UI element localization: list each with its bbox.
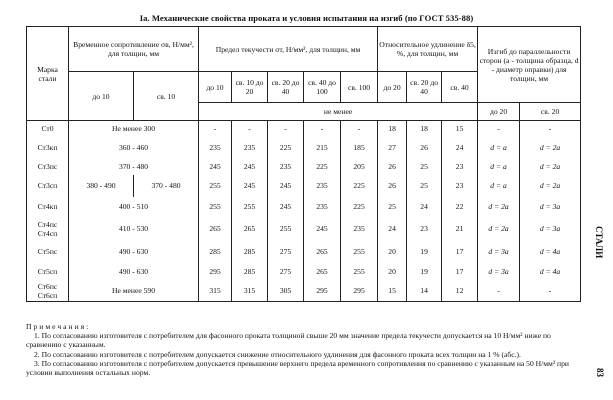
header-elong-sub: св. 40 — [442, 72, 478, 103]
yield-cell: 295 — [341, 281, 378, 302]
yield-cell: 285 — [232, 262, 268, 281]
header-yield: Предел текучести σт, Н/мм², для толщин, мм — [199, 27, 378, 72]
grade-cell: Ст4кп — [27, 197, 69, 217]
elongation-cell: 26 — [407, 137, 442, 159]
notes-heading: Примечания: — [26, 322, 91, 331]
header-bend-sub: св. 20 — [520, 103, 581, 121]
header-elong-sub: св. 20 до 40 — [407, 72, 442, 103]
yield-cell: 255 — [341, 262, 378, 281]
elongation-cell: 25 — [407, 159, 442, 175]
tensile-cell: 490 - 630 — [69, 241, 199, 262]
header-not-less: не менее — [199, 103, 478, 121]
tensile-cell: 370 - 480 — [69, 159, 199, 175]
table-row — [27, 121, 581, 137]
grade-cell: Ст5пс — [27, 241, 69, 262]
elongation-cell: 17 — [442, 262, 478, 281]
yield-cell: - — [232, 121, 268, 137]
bend-cell: d = a — [478, 175, 520, 197]
header-tensile-sub: св. 10 — [134, 72, 199, 121]
yield-cell: 265 — [304, 241, 341, 262]
header-yield-sub: св. 10 до 20 — [232, 72, 268, 103]
tensile-cell: 400 - 510 — [69, 197, 199, 217]
yield-cell: 235 — [232, 137, 268, 159]
tensile-cell: Не менее 590 — [69, 281, 199, 302]
yield-cell: - — [341, 121, 378, 137]
elongation-cell: 24 — [378, 217, 407, 241]
yield-cell: 285 — [199, 241, 232, 262]
header-tensile-sub: до 10 — [69, 72, 134, 121]
elongation-cell: 24 — [407, 197, 442, 217]
yield-cell: 235 — [341, 217, 378, 241]
grade-cell: Ст3сп — [27, 175, 69, 197]
bend-cell: d = 4a — [520, 241, 581, 262]
tensile-cell: 370 - 480 — [134, 175, 199, 197]
yield-cell: 255 — [199, 175, 232, 197]
bend-cell: d = a — [478, 137, 520, 159]
yield-cell: 265 — [304, 262, 341, 281]
yield-cell: 285 — [232, 241, 268, 262]
tensile-cell: 360 - 460 — [69, 137, 199, 159]
elongation-cell: 27 — [378, 137, 407, 159]
grade-cell: Ст6пс Ст6сп — [27, 281, 69, 302]
bend-cell: d = 2a — [520, 137, 581, 159]
elongation-cell: 19 — [407, 241, 442, 262]
yield-cell: 245 — [268, 197, 304, 217]
yield-cell: 205 — [341, 159, 378, 175]
elongation-cell: 15 — [442, 121, 478, 137]
tensile-cell: 490 - 630 — [69, 262, 199, 281]
yield-cell: 245 — [232, 159, 268, 175]
yield-cell: 265 — [232, 217, 268, 241]
yield-cell: 315 — [232, 281, 268, 302]
notes — [26, 322, 586, 377]
bend-cell: d = 2a — [478, 217, 520, 241]
bend-cell: d = 3a — [478, 241, 520, 262]
yield-cell: 255 — [341, 241, 378, 262]
yield-cell: 315 — [199, 281, 232, 302]
yield-cell: 265 — [199, 217, 232, 241]
tensile-cell: Не менее 300 — [69, 121, 199, 137]
grade-cell: Ст0 — [27, 121, 69, 137]
header-yield-sub: св. 20 до 40 — [268, 72, 304, 103]
bend-cell: - — [478, 281, 520, 302]
table-row — [27, 137, 581, 159]
note-item: 3. По согласованию изготовителя с потребителем допускается превышение верхнего предела временного сопротивления по сравнению с указанным на 50 Н/мм² при условии выполнения остальных норм. — [26, 358, 569, 378]
yield-cell: 235 — [268, 159, 304, 175]
yield-cell: 245 — [268, 175, 304, 197]
bend-cell: d = 2a — [520, 175, 581, 197]
yield-cell: - — [268, 121, 304, 137]
yield-cell: 245 — [199, 159, 232, 175]
yield-cell: 255 — [232, 197, 268, 217]
table-row — [27, 159, 581, 175]
yield-cell: 245 — [232, 175, 268, 197]
table-row — [27, 262, 581, 281]
elongation-cell: 25 — [378, 197, 407, 217]
header-bend-sub: до 20 — [478, 103, 520, 121]
yield-cell: 255 — [199, 197, 232, 217]
grade-cell: Ст5сп — [27, 262, 69, 281]
yield-cell: 275 — [268, 262, 304, 281]
grade-cell: Ст3пс — [27, 159, 69, 175]
yield-cell: - — [304, 121, 341, 137]
header-yield-sub: до 10 — [199, 72, 232, 103]
header-tensile: Временное сопротивление σв, Н/мм², для толщин, мм — [69, 27, 199, 72]
elongation-cell: 14 — [407, 281, 442, 302]
elongation-cell: 23 — [442, 159, 478, 175]
yield-cell: 255 — [268, 217, 304, 241]
bend-cell: d = a — [478, 159, 520, 175]
elongation-cell: 15 — [378, 281, 407, 302]
table-title: Iа. Механические свойства проката и условия испытания на изгиб (по ГОСТ 535-88) — [139, 13, 474, 23]
tensile-cell: 380 - 490 — [69, 175, 134, 197]
bend-cell: d = 4a — [520, 262, 581, 281]
table-row — [27, 217, 581, 241]
bend-cell: - — [520, 121, 581, 137]
table-row — [27, 197, 581, 217]
yield-cell: 225 — [341, 175, 378, 197]
elongation-cell: 17 — [442, 241, 478, 262]
yield-cell: 275 — [268, 241, 304, 262]
table-row — [27, 175, 581, 197]
tensile-cell: 410 - 530 — [69, 217, 199, 241]
yield-cell: 225 — [304, 159, 341, 175]
header-yield-sub: св. 40 до 100 — [304, 72, 341, 103]
yield-cell: 305 — [268, 281, 304, 302]
bend-cell: d = 3a — [478, 262, 520, 281]
bend-cell: d = 3a — [520, 197, 581, 217]
grade-cell: Ст4пс Ст4сп — [27, 217, 69, 241]
note-item: 1. По согласованию изготовителя с потребителем для фасонного проката толщиной свыше 20 мм значение предела текучести допускается на 10 Н/мм² ниже по сравнению с указанным. — [26, 331, 551, 350]
bend-cell: d = 2a — [520, 159, 581, 175]
grade-cell: Ст3кп — [27, 137, 69, 159]
yield-cell: 225 — [341, 197, 378, 217]
elongation-cell: 20 — [378, 241, 407, 262]
yield-cell: 295 — [304, 281, 341, 302]
yield-cell: 235 — [304, 175, 341, 197]
yield-cell: 235 — [199, 137, 232, 159]
bend-cell: - — [478, 121, 520, 137]
elongation-cell: 24 — [442, 137, 478, 159]
yield-cell: 235 — [304, 197, 341, 217]
header-elong-sub: до 20 — [378, 72, 407, 103]
properties-table — [26, 26, 581, 302]
yield-cell: 245 — [304, 217, 341, 241]
elongation-cell: 20 — [378, 262, 407, 281]
yield-cell: 225 — [268, 137, 304, 159]
elongation-cell: 19 — [407, 262, 442, 281]
elongation-cell: 22 — [442, 197, 478, 217]
note-item: 2. По согласованию изготовителя с потребителем допускается снижение относительного удлинения для фасонного проката всех толщин на 1 % (абс.). — [34, 349, 521, 359]
header-bend: Изгиб до параллельности сторон (a - толщина образца, d - диаметр оправки) для толщин, мм — [478, 27, 581, 103]
elongation-cell: 23 — [442, 175, 478, 197]
elongation-cell: 21 — [442, 217, 478, 241]
table-row — [27, 241, 581, 262]
yield-cell: 185 — [341, 137, 378, 159]
elongation-cell: 26 — [378, 175, 407, 197]
elongation-cell: 26 — [378, 159, 407, 175]
table-row — [27, 281, 581, 302]
yield-cell: 215 — [304, 137, 341, 159]
elongation-cell: 25 — [407, 175, 442, 197]
header-yield-sub: св. 100 — [341, 72, 378, 103]
page-number: 83 — [595, 368, 605, 377]
elongation-cell: 12 — [442, 281, 478, 302]
yield-cell: - — [199, 121, 232, 137]
header-grade: Марка стали — [27, 27, 69, 121]
bend-cell: d = 3a — [520, 217, 581, 241]
header-elongation: Относительное удлинение δ5, %, для толщин, мм — [378, 27, 478, 72]
bend-cell: - — [520, 281, 581, 302]
bend-cell: d = 2a — [478, 197, 520, 217]
elongation-cell: 18 — [407, 121, 442, 137]
yield-cell: 295 — [199, 262, 232, 281]
side-label: СТАЛИ — [594, 226, 604, 259]
table-body — [27, 121, 581, 302]
elongation-cell: 23 — [407, 217, 442, 241]
elongation-cell: 18 — [378, 121, 407, 137]
